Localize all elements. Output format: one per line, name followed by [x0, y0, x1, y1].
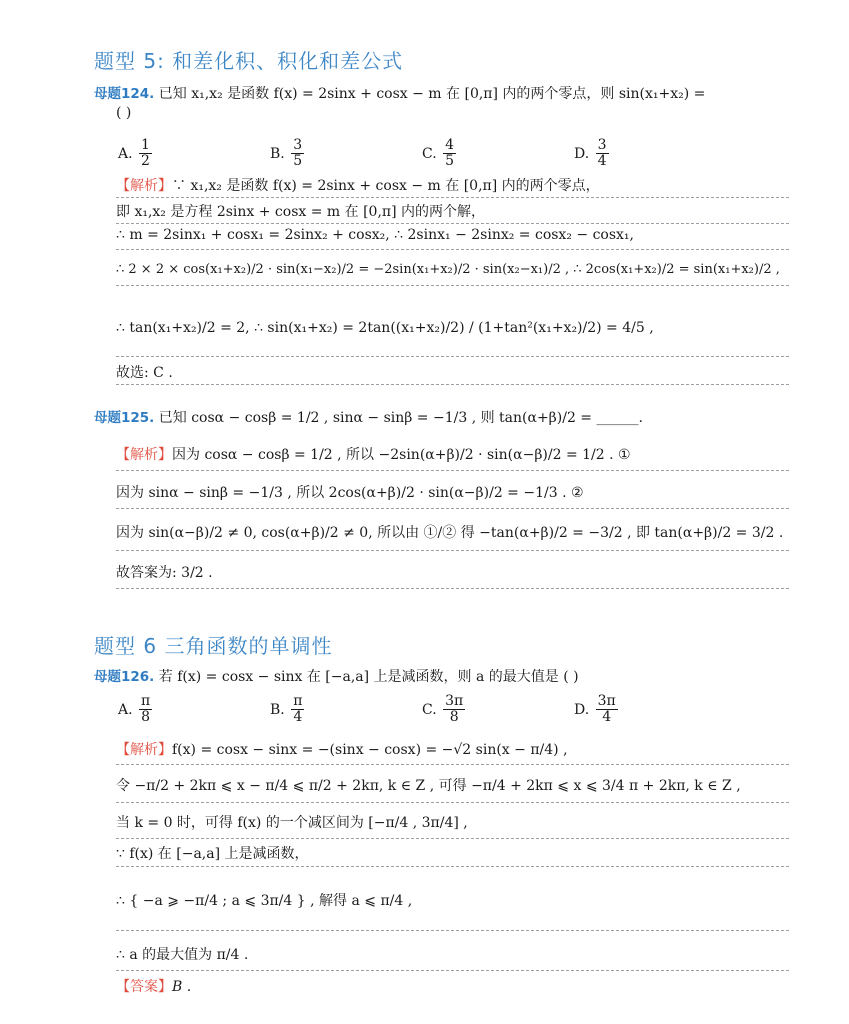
section-title: 题型 5: 和差化积、积化和差公式 — [94, 49, 404, 73]
solution-line: ∵ f(x) 在 [−a,a] 上是减函数， — [116, 842, 789, 867]
solution-line: 即 x₁,x₂ 是方程 2sinx + cosx = m 在 [0,π] 内的两个解， — [116, 201, 789, 224]
solution-line: 【解析】f(x) = cosx − sinx = −(sinx − cosx) = −√2 sin(x − π/4) , — [116, 736, 789, 765]
option-d: D. $\frac{3}{4}$ — [574, 137, 607, 170]
option-a: A. $\frac{\pi}{8}$ — [118, 693, 151, 726]
question-number: 母题125. — [94, 410, 155, 426]
solution-line: 【解析】因为 cosα − cosβ = 1/2 , 所以 −2sin(α+β)/2 · sin(α−β)/2 = 1/2 . ① — [116, 440, 789, 471]
question-125 — [94, 406, 643, 427]
answer-line — [116, 976, 789, 998]
option-c: C. $\frac{3\pi}{8}$ — [422, 693, 464, 726]
solution-line: 因为 sin(α−β)/2 ≠ 0, cos(α+β)/2 ≠ 0, 所以由 ①/② 得 −tan(α+β)/2 = −3/2 , 即 tan(α+β)/2 = 3/2 . — [116, 516, 789, 551]
question-stem: 已知 cosα − cosβ = 1/2 , sinα − sinβ = −1/3 , 则 tan(α+β)/2 = ______. — [158, 410, 643, 426]
question-number: 母题126. — [94, 669, 155, 685]
answer-paren: ( ) — [116, 105, 132, 121]
solution-line: 故答案为: 3/2 . — [116, 558, 789, 589]
question-stem: 已知 x₁,x₂ 是函数 f(x) = 2sinx + cosx − m 在 [0,π] 内的两个零点，则 sin(x₁+x₂) = — [158, 86, 706, 102]
analysis-tag: 【解析】 — [116, 742, 172, 758]
solution-line: ∴ tan(x₁+x₂)/2 = 2, ∴ sin(x₁+x₂) = 2tan((x₁+x₂)/2) / (1+tan²(x₁+x₂)/2) = 4/5 , — [116, 300, 789, 357]
option-d: D. $\frac{3\pi}{4}$ — [574, 693, 616, 726]
question-124 — [94, 82, 705, 103]
solution-line: 【解析】∵ x₁,x₂ 是函数 f(x) = 2sinx + cosx − m 在 [0,π] 内的两个零点， — [116, 175, 789, 198]
section-title: 题型 6 三角函数的单调性 — [94, 634, 333, 658]
option-c: C. $\frac{4}{5}$ — [422, 137, 455, 170]
solution-line: ∴ { −a ⩾ −π/4 ; a ⩽ 3π/4 } , 解得 a ⩽ π/4 , — [116, 872, 789, 931]
option-a: A. $\frac{1}{2}$ — [118, 137, 150, 170]
question-stem: 若 f(x) = cosx − sinx 在 [−a,a] 上是减函数，则 a 的最大值是 ( ) — [158, 669, 579, 685]
question-126 — [94, 665, 579, 686]
solution-line: ∴ 2 × 2 × cos(x₁+x₂)/2 · sin(x₁−x₂)/2 = −2sin(x₁+x₂)/2 · sin(x₂−x₁)/2 , ∴ 2cos(x₁+x₂)/2 = sin(x₁+x₂)/2 , — [116, 255, 789, 286]
solution-line: 令 −π/2 + 2kπ ⩽ x − π/4 ⩽ π/2 + 2kπ, k ∈ Z , 可得 −π/4 + 2kπ ⩽ x ⩽ 3/4 π + 2kπ, k ∈ Z , — [116, 770, 789, 803]
analysis-tag: 【解析】 — [116, 447, 172, 463]
option-b: B. $\frac{3}{5}$ — [270, 137, 303, 170]
solution-line: 因为 sinα − sinβ = −1/3 , 所以 2cos(α+β)/2 · sin(α−β)/2 = −1/3 . ② — [116, 478, 789, 509]
analysis-tag: 【解析】 — [116, 178, 172, 194]
question-number: 母题124. — [94, 86, 155, 102]
answer-value: B . — [172, 979, 192, 995]
solution-line: 故选: C . — [116, 362, 789, 385]
answer-tag: 【答案】 — [116, 979, 172, 995]
solution-line: 当 k = 0 时，可得 f(x) 的一个减区间为 [−π/4 , 3π/4] , — [116, 808, 789, 839]
solution-line: ∴ m = 2sinx₁ + cosx₁ = 2sinx₂ + cosx₂, ∴ 2sinx₁ − 2sinx₂ = cosx₂ − cosx₁, — [116, 227, 789, 250]
solution-line: ∴ a 的最大值为 π/4 . — [116, 940, 789, 971]
option-b: B. $\frac{\pi}{4}$ — [270, 693, 303, 726]
